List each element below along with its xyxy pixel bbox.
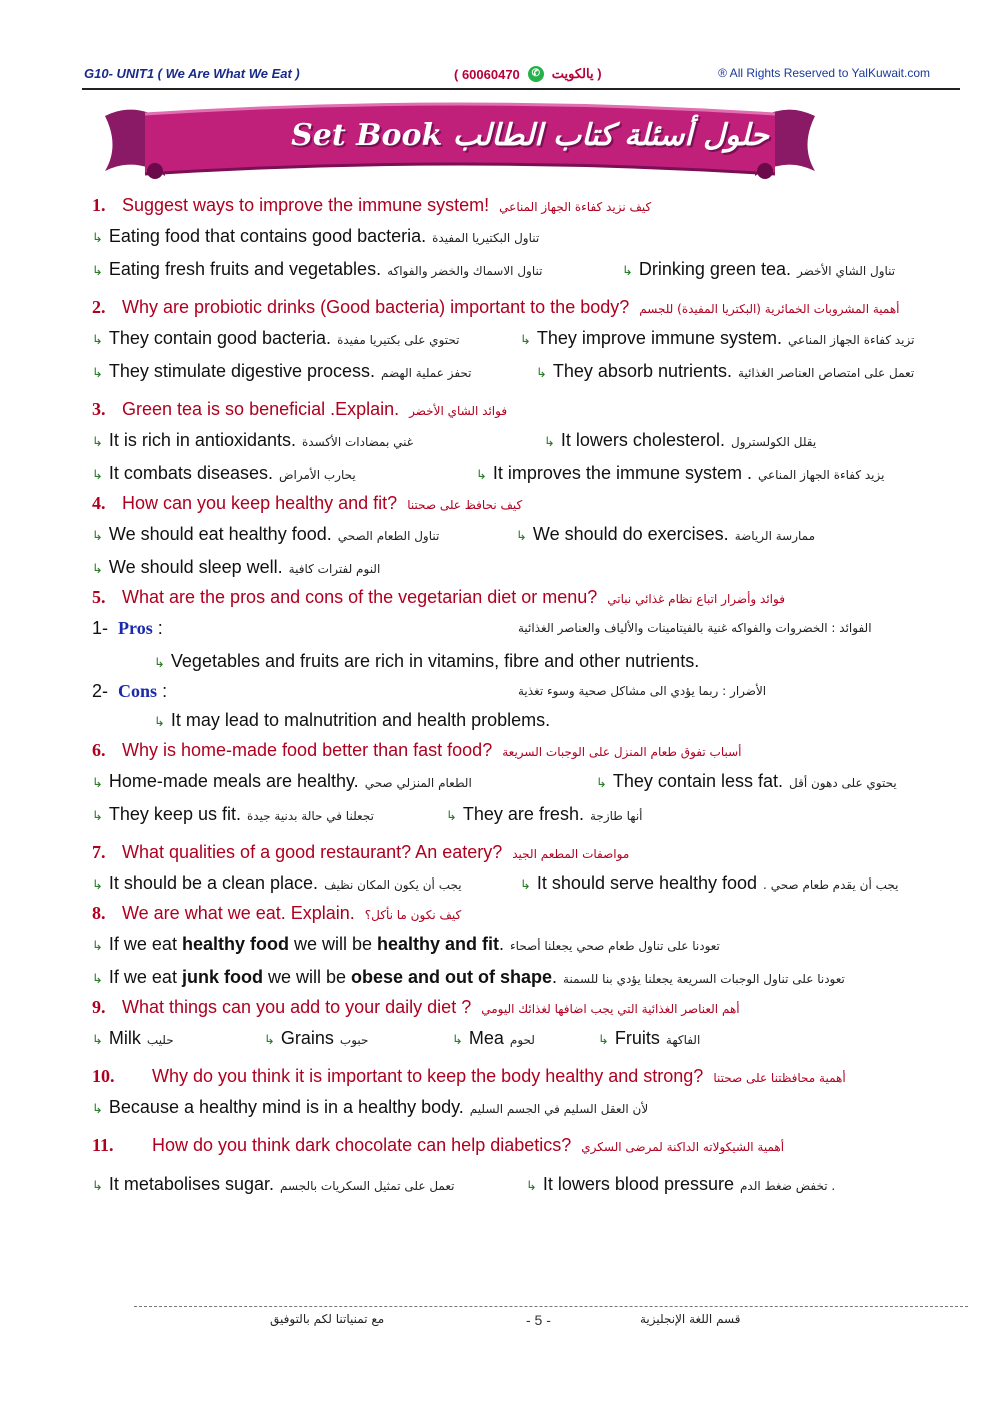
- answer-row: [92, 1168, 962, 1201]
- answer-arabic: غني بمضادات الأكسدة: [302, 435, 414, 449]
- question-text: We are what we eat. Explain.: [122, 903, 355, 923]
- arrow-icon: ↳: [92, 938, 103, 953]
- answer: [264, 1022, 368, 1057]
- arrow-icon: ↳: [92, 877, 103, 892]
- answer-row: [92, 1022, 962, 1055]
- answer: [92, 1091, 648, 1126]
- contact: [454, 66, 602, 82]
- answer-row: [92, 961, 962, 994]
- answer-text: Fruits: [614, 1028, 660, 1048]
- pros-arabic: الفوائد : الخضروات والفواكه غنية بالفيتامينات والألياف والعناصر الغذائية: [518, 621, 872, 635]
- answer-text: They keep us fit.: [108, 804, 241, 824]
- answer-row: [92, 645, 962, 678]
- answer: [536, 355, 914, 390]
- question-2: [92, 294, 962, 322]
- question-1: [92, 192, 962, 220]
- answer-text: It improves the immune system .: [492, 463, 752, 483]
- arrow-icon: ↳: [154, 714, 165, 729]
- answer: [92, 1022, 174, 1057]
- answer-text: Eating food that contains good bacteria.: [108, 226, 427, 246]
- cons-row: [92, 678, 962, 704]
- header-rule: [82, 88, 960, 90]
- answer: [92, 765, 472, 800]
- answer-text: They contain less fat.: [612, 771, 783, 791]
- answer: [92, 355, 471, 390]
- answer-arabic: النوم لفترات كافية: [288, 562, 381, 576]
- answer-arabic: تناول الطعام الصحي: [337, 529, 440, 543]
- banner-title: Set Book حلول أسئلة كتاب الطالب: [291, 118, 769, 153]
- arrow-icon: ↳: [526, 1178, 537, 1193]
- question-number: 4.: [92, 493, 106, 513]
- answer: [520, 322, 914, 357]
- pros-number: 1-: [92, 618, 109, 638]
- answer-row: [92, 253, 962, 286]
- question-text: How do you think dark chocolate can help diabetics?: [152, 1135, 572, 1155]
- answer-arabic: تزيد كفاءة الجهاز المناعي: [787, 333, 915, 347]
- answer-arabic: تخفض ضغط الدم .: [740, 1179, 836, 1193]
- arrow-icon: ↳: [92, 332, 103, 347]
- arrow-icon: ↳: [92, 434, 103, 449]
- question-text: Suggest ways to improve the immune system!: [122, 195, 490, 215]
- answer-text: .: [552, 967, 558, 987]
- answer-row: [92, 457, 962, 490]
- question-text: What things can you add to your daily diet ?: [122, 997, 472, 1017]
- answer-text: They improve immune system.: [536, 328, 782, 348]
- answer-text: If we eat: [108, 934, 182, 954]
- question-4: [92, 490, 962, 518]
- answer: [92, 928, 720, 963]
- question-number: 8.: [92, 903, 106, 923]
- answer-row: [92, 867, 962, 900]
- answer: [622, 253, 895, 288]
- answer: [154, 704, 550, 738]
- question-text: Why are probiotic drinks (Good bacteria) important to the body?: [122, 297, 630, 317]
- arrow-icon: ↳: [92, 1032, 103, 1047]
- answer-row: [92, 765, 962, 798]
- question-text: Why is home-made food better than fast food?: [122, 740, 493, 760]
- answer-arabic: تعودنا على تناول طعام صحي يجعلنا أصحاء: [510, 939, 720, 953]
- answer-text: We should do exercises.: [532, 524, 729, 544]
- answer-arabic: يزيد كفاءة الجهاز المناعي: [757, 468, 885, 482]
- answer-arabic: تناول الشاي الأخضر: [797, 264, 896, 278]
- answer-arabic: تحتوي على بكتيريا مفيدة: [337, 333, 460, 347]
- answer-arabic: الطعام المنزلي صحي: [364, 776, 472, 790]
- answer-arabic: حبوب: [339, 1033, 369, 1047]
- question-7: [92, 839, 962, 867]
- whatsapp-icon: ✆: [528, 66, 544, 82]
- answer: [92, 322, 459, 357]
- answer-row: [92, 518, 962, 551]
- answer-text: Drinking green tea.: [638, 259, 791, 279]
- answer-arabic: حليب: [146, 1033, 174, 1047]
- question-arabic: كيف نكون ما نأكل؟: [364, 908, 462, 922]
- answer-arabic: . يجب أن يقدم طعام صحي: [763, 878, 899, 892]
- answer-arabic: لأن العقل السليم في الجسم السليم: [469, 1102, 649, 1116]
- question-number: 7.: [92, 842, 106, 862]
- answer-arabic: تناول الاسماك والخضر والفواكه: [387, 264, 543, 278]
- answer: [92, 424, 413, 459]
- answer-text: They absorb nutrients.: [552, 361, 733, 381]
- answer-bold: junk food: [181, 967, 263, 987]
- answer-text: They stimulate digestive process.: [108, 361, 376, 381]
- answer-row: [92, 928, 962, 961]
- answer-text: Mea: [468, 1028, 504, 1048]
- answer-text: It lowers blood pressure: [542, 1174, 734, 1194]
- answer-text: If we eat: [108, 967, 182, 987]
- answer-text: They are fresh.: [462, 804, 584, 824]
- question-11: [92, 1132, 962, 1160]
- question-arabic: أهمية المشروبات الخمائرية (البكتريا المفيدة) للجسم: [639, 302, 900, 316]
- page-header: [84, 66, 960, 88]
- question-text: Why do you think it is important to keep the body healthy and strong?: [152, 1066, 704, 1086]
- question-number: 6.: [92, 740, 106, 760]
- answer-text: It should be a clean place.: [108, 873, 319, 893]
- arrow-icon: ↳: [520, 332, 531, 347]
- answer: [92, 1168, 454, 1203]
- answer-arabic: تجعلنا في حالة بدنية جيدة: [246, 809, 374, 823]
- question-5: [92, 584, 962, 612]
- arrow-icon: ↳: [92, 1101, 103, 1116]
- question-number: 3.: [92, 399, 106, 419]
- arrow-icon: ↳: [516, 528, 527, 543]
- arrow-icon: ↳: [92, 1178, 103, 1193]
- answer-text: It is rich in antioxidants.: [108, 430, 296, 450]
- answer-row: [92, 220, 962, 253]
- answer-arabic: تعمل على تمثيل السكريات بالجسم: [280, 1179, 455, 1193]
- answer-text: .: [499, 934, 505, 954]
- question-10: [92, 1063, 962, 1091]
- pros-label: [92, 612, 163, 645]
- answer-arabic: يحارب الأمراض: [278, 468, 356, 482]
- arrow-icon: ↳: [544, 434, 555, 449]
- arrow-icon: ↳: [92, 263, 103, 278]
- question-number: 5.: [92, 587, 106, 607]
- questions: [92, 192, 962, 1201]
- answer: [92, 551, 380, 586]
- arrow-icon: ↳: [92, 365, 103, 380]
- answer-text: Because a healthy mind is in a healthy body.: [108, 1097, 464, 1117]
- answer-row: [92, 704, 962, 737]
- arrow-icon: ↳: [264, 1032, 275, 1047]
- question-arabic: فوائد وأضرار اتباع نظام غذائي نباتي: [607, 592, 785, 606]
- arrow-icon: ↳: [92, 230, 103, 245]
- arrow-icon: ↳: [92, 775, 103, 790]
- arrow-icon: ↳: [92, 561, 103, 576]
- footer-wishes: مع تمنياتنا لكم بالتوفيق: [270, 1312, 385, 1326]
- answer: [92, 518, 439, 553]
- answer-text: It may lead to malnutrition and health problems.: [170, 710, 551, 730]
- brand-name: يالكويت ): [551, 66, 602, 81]
- cons-number: 2-: [92, 681, 109, 701]
- answer-row: [92, 551, 962, 584]
- answer: [154, 645, 699, 679]
- question-9: [92, 994, 962, 1022]
- question-text: What qualities of a good restaurant? An eatery?: [122, 842, 503, 862]
- answer: [516, 518, 815, 553]
- answer: [92, 457, 356, 492]
- arrow-icon: ↳: [92, 971, 103, 986]
- question-text: What are the pros and cons of the vegetarian diet or menu?: [122, 587, 598, 607]
- arrow-icon: ↳: [452, 1032, 463, 1047]
- answer-text: Home-made meals are healthy.: [108, 771, 359, 791]
- answer-arabic: تعودنا على تناول الوجبات السريعة يجعلنا يؤدي بنا للسمنة: [563, 972, 845, 986]
- cons-arabic: الأضرار : ربما يؤدي الى مشاكل صحية وسوء تغذية: [518, 684, 767, 698]
- answer-arabic: أنها طازجة: [589, 809, 643, 823]
- answer-bold: healthy and fit: [376, 934, 499, 954]
- unit-title: G10- UNIT1 ( We Are What We Eat ): [84, 66, 300, 81]
- answer-text: we will be: [262, 967, 351, 987]
- answer: [598, 1022, 700, 1057]
- answer-bold: healthy food: [181, 934, 289, 954]
- answer-text: It lowers cholesterol.: [560, 430, 725, 450]
- question-number: 10.: [92, 1066, 115, 1086]
- arrow-icon: ↳: [622, 263, 633, 278]
- arrow-icon: ↳: [92, 467, 103, 482]
- copyright: ® All Rights Reserved to YalKuwait.com: [718, 66, 930, 80]
- answer-text: Vegetables and fruits are rich in vitamins, fibre and other nutrients.: [170, 651, 700, 671]
- page-footer: [134, 1306, 968, 1336]
- arrow-icon: ↳: [520, 877, 531, 892]
- answer-arabic: تناول البكتيريا المفيدة: [432, 231, 540, 245]
- question-text: Green tea is so beneficial .Explain.: [122, 399, 400, 419]
- question-6: [92, 737, 962, 765]
- arrow-icon: ↳: [92, 808, 103, 823]
- answer-text: we will be: [288, 934, 377, 954]
- answer-row: [92, 322, 962, 355]
- question-arabic: فوائد الشاي الأخضر: [409, 404, 508, 418]
- question-text: How can you keep healthy and fit?: [122, 493, 398, 513]
- answer-row: [92, 424, 962, 457]
- answer: [520, 867, 898, 902]
- cons-label: [92, 678, 167, 704]
- question-number: 1.: [92, 195, 106, 215]
- answer: [476, 457, 884, 492]
- answer-arabic: يقلل الكولسترول: [730, 435, 817, 449]
- question-number: 9.: [92, 997, 106, 1017]
- answer-row: [92, 355, 962, 388]
- question-number: 2.: [92, 297, 106, 317]
- answer-text: They contain good bacteria.: [108, 328, 332, 348]
- answer-arabic: تعمل على امتصاص العناصر الغذائية: [738, 366, 915, 380]
- answer-text: We should sleep well.: [108, 557, 283, 577]
- answer: [92, 220, 539, 255]
- answer: [92, 867, 462, 902]
- colon: :: [157, 618, 163, 638]
- answer: [92, 961, 845, 996]
- answer-text: It metabolises sugar.: [108, 1174, 274, 1194]
- pros-title: Pros: [118, 618, 153, 638]
- answer: [596, 765, 897, 800]
- answer-text: Eating fresh fruits and vegetables.: [108, 259, 382, 279]
- answer-text: It combats diseases.: [108, 463, 273, 483]
- cons-title: Cons: [118, 681, 158, 701]
- footer-department: قسم اللغة الإنجليزية: [640, 1312, 741, 1326]
- arrow-icon: ↳: [446, 808, 457, 823]
- answer: [526, 1168, 835, 1203]
- answer-arabic: لحوم: [509, 1033, 535, 1047]
- answer-bold: obese and out of shape: [350, 967, 552, 987]
- answer-row: [92, 798, 962, 831]
- answer: [92, 798, 374, 833]
- arrow-icon: ↳: [154, 655, 165, 670]
- question-arabic: كيف نحافظ على صحتنا: [407, 498, 523, 512]
- answer-arabic: يجب أن يكون المكان نظيف: [324, 878, 462, 892]
- colon: :: [162, 681, 168, 701]
- answer-arabic: ممارسة الرياضة: [734, 529, 816, 543]
- answer-row: [92, 1091, 962, 1124]
- arrow-icon: ↳: [92, 528, 103, 543]
- question-number: 11.: [92, 1135, 114, 1155]
- arrow-icon: ↳: [596, 775, 607, 790]
- question-arabic: مواصفات المطعم الجيد: [512, 847, 630, 861]
- answer: [452, 1022, 535, 1057]
- question-arabic: أهم العناصر الغذائية التي يجب اضافها لغذائك اليومي: [481, 1002, 740, 1016]
- question-arabic: أهمية محافظتنا على صحتنا: [713, 1071, 846, 1085]
- answer-arabic: الفاكهة: [665, 1033, 701, 1047]
- arrow-icon: ↳: [476, 467, 487, 482]
- pros-row: [92, 612, 962, 645]
- answer-text: It should serve healthy food: [536, 873, 758, 893]
- answer: [92, 253, 542, 288]
- question-3: [92, 396, 962, 424]
- answer-arabic: تحفز عملية الهضم: [381, 366, 472, 380]
- arrow-icon: ↳: [598, 1032, 609, 1047]
- arrow-icon: ↳: [536, 365, 547, 380]
- answer-text: Milk: [108, 1028, 141, 1048]
- phone-number: ( 60060470: [454, 66, 520, 82]
- answer-arabic: يحتوي على دهون أقل: [789, 776, 897, 790]
- answer: [544, 424, 816, 459]
- answer: [446, 798, 643, 833]
- question-arabic: أهمية الشيكولاته الداكنة لمرضى السكري: [581, 1140, 785, 1154]
- question-arabic: كيف نزيد كفاءة الجهاز المناعي: [499, 200, 652, 214]
- page-number: - 5 -: [526, 1312, 551, 1328]
- answer-text: Grains: [280, 1028, 334, 1048]
- question-8: [92, 900, 962, 928]
- question-arabic: أسباب تفوق طعام المنزل على الوجبات السريعة: [502, 745, 742, 759]
- answer-text: We should eat healthy food.: [108, 524, 332, 544]
